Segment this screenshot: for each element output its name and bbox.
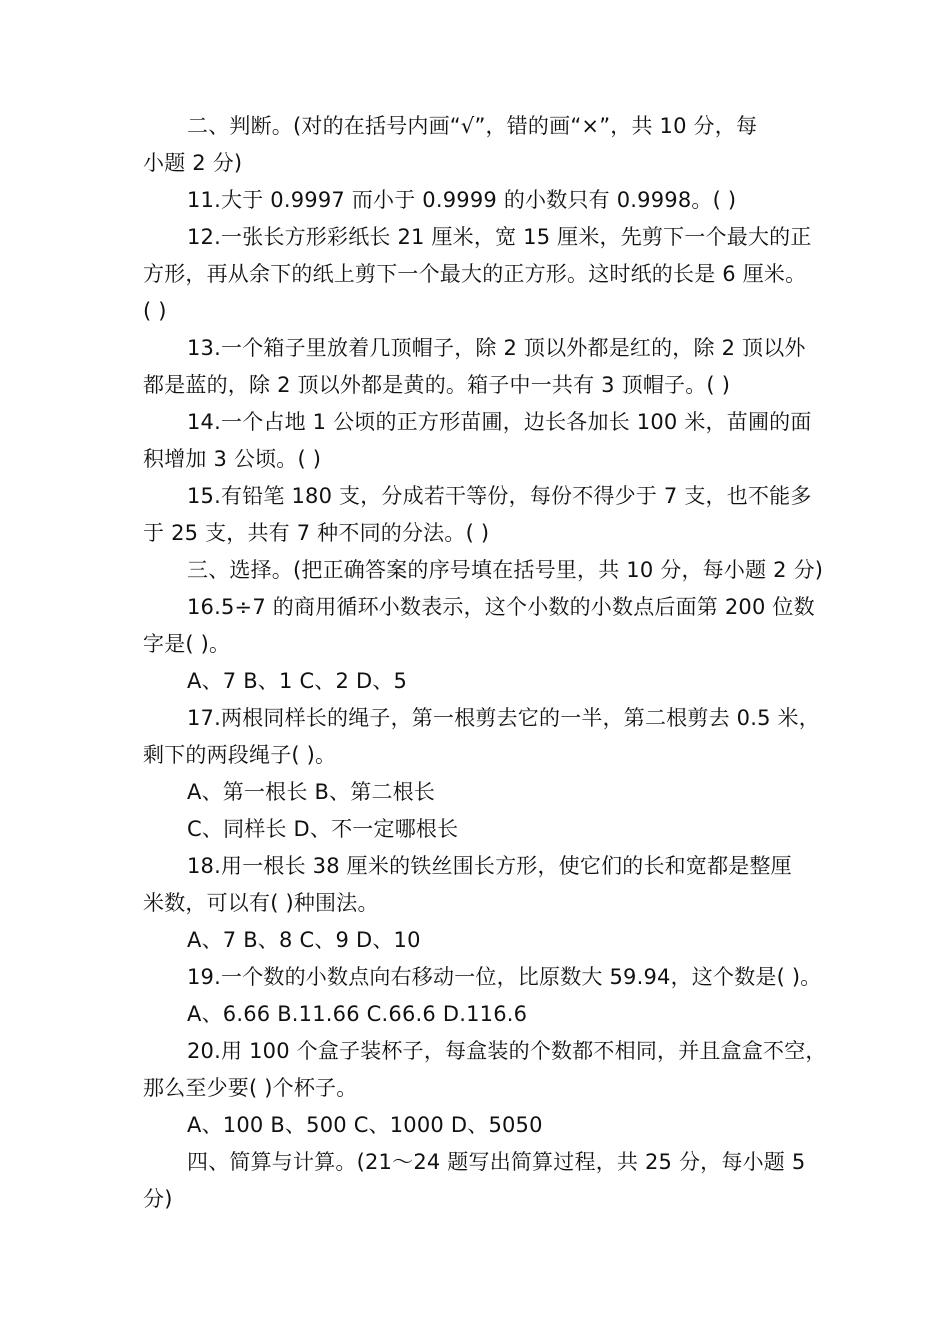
text-line: 都是蓝的，除 2 顶以外都是黄的。箱子中一共有 3 顶帽子。( ) [143,373,731,397]
question-13: 13.一个箱子里放着几顶帽子，除 2 顶以外都是红的，除 2 顶以外 [187,336,806,360]
text-line: ( ) [143,299,167,323]
text-line: 积增加 3 公顷。( ) [143,447,322,471]
text-line: 米数，可以有( )种围法。 [143,891,379,915]
question-14: 14.一个占地 1 公顷的正方形苗圃，边长各加长 100 米，苗圃的面 [187,410,812,434]
text-line: 字是( )。 [143,632,231,656]
question-15: 15.有铅笔 180 支，分成若干等份，每份不得少于 7 支，也不能多 [187,484,812,508]
text-line: 那么至少要( )个杯子。 [143,1076,358,1100]
question-18: 18.用一根长 38 厘米的铁丝围长方形，使它们的长和宽都是整厘 [187,854,792,878]
question-12: 12.一张长方形彩纸长 21 厘米，宽 15 厘米，先剪下一个最大的正 [187,225,812,249]
section-heading-judgment: 二、判断。(对的在括号内画“√”，错的画“×”，共 10 分，每 [187,114,758,138]
question-11: 11.大于 0.9997 而小于 0.9999 的小数只有 0.9998。( ) [187,188,737,212]
text-body [143,108,827,1218]
question-16: 16.5÷7 的商用循环小数表示，这个小数的小数点后面第 200 位数 [187,595,815,619]
section-heading-choice: 三、选择。(把正确答案的序号填在括号里，共 10 分，每小题 2 分) [187,558,824,582]
section-heading-calculation: 四、简算与计算。(21～24 题写出简算过程，共 25 分，每小题 5 [187,1150,806,1174]
question-19-options: A、6.66 B.11.66 C.66.6 D.116.6 [187,1002,528,1026]
question-18-options: A、7 B、8 C、9 D、10 [187,928,421,952]
question-17-options: C、同样长 D、不一定哪根长 [187,817,459,841]
text-line: 方形，再从余下的纸上剪下一个最大的正方形。这时纸的长是 6 厘米。 [143,262,807,286]
text-line: 小题 2 分) [143,151,243,175]
text-line: 分) [143,1187,173,1211]
text-line: 剩下的两段绳子( )。 [143,743,337,767]
question-19: 19.一个数的小数点向右移动一位，比原数大 59.94，这个数是( )。 [187,965,822,989]
question-20-options: A、100 B、500 C、1000 D、5050 [187,1113,543,1137]
question-17: 17.两根同样长的绳子，第一根剪去它的一半，第二根剪去 0.5 米， [187,706,820,730]
question-17-options: A、第一根长 B、第二根长 [187,780,436,804]
text-line: 于 25 支，共有 7 种不同的分法。( ) [143,521,490,545]
question-16-options: A、7 B、1 C、2 D、5 [187,669,408,693]
question-20: 20.用 100 个盒子装杯子，每盒装的个数都不相同，并且盒盒不空， [187,1039,827,1063]
